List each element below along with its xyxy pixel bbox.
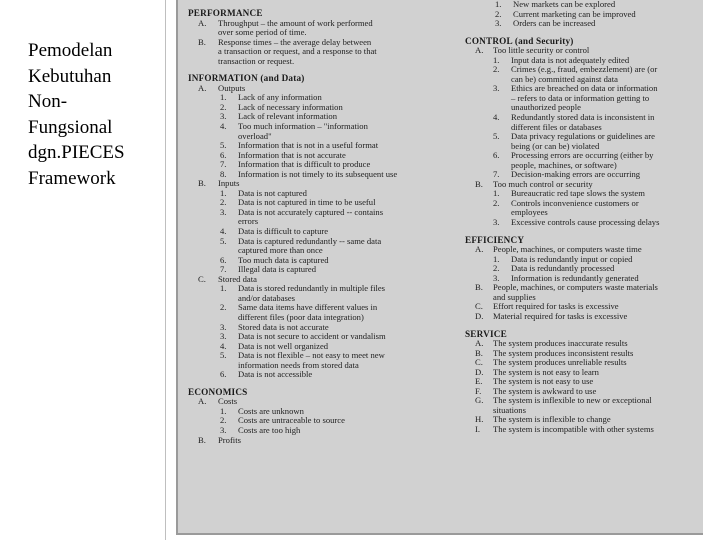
- item-label: 3.: [220, 111, 227, 122]
- item-label: 4.: [220, 226, 227, 237]
- list-item: [465, 283, 700, 302]
- item-text-line: Lack of any information: [238, 92, 322, 103]
- item-label: E.: [475, 376, 483, 387]
- slide-title-line: Framework: [28, 167, 116, 189]
- item-text-line: Data is captured redundantly -- same data: [238, 235, 382, 246]
- item-text-line: People, machines, or computers waste materials: [493, 282, 658, 293]
- item-text-line: Orders can be increased: [513, 18, 596, 29]
- item-text: [238, 237, 450, 256]
- list-item: [465, 312, 700, 322]
- list-item: [465, 396, 700, 415]
- item-label: 2.: [220, 415, 227, 426]
- section-heading: INFORMATION (and Data): [188, 73, 305, 84]
- list-item: [188, 303, 450, 322]
- item-label: 1.: [220, 405, 227, 416]
- item-text-line: The system is not easy to use: [493, 376, 594, 387]
- item-text-line: information needs from stored data: [238, 359, 359, 370]
- item-text-line: Decision-making errors are occurring: [511, 169, 641, 180]
- list-item: [465, 65, 700, 84]
- item-text-line: can be) committed against data: [511, 73, 618, 84]
- item-text-line: Data privacy regulations or guidelines are: [511, 131, 655, 142]
- item-label: B.: [198, 178, 206, 189]
- slide-divider: [165, 0, 166, 540]
- item-label: 2.: [493, 64, 500, 75]
- item-text-line: The system is awkward to use: [493, 385, 597, 396]
- item-label: 3.: [493, 83, 500, 94]
- item-text-line: Information that is difficult to produce: [238, 159, 371, 170]
- item-label: 7.: [220, 264, 227, 275]
- item-text-line: Same data items have different values in: [238, 302, 378, 313]
- item-text-line: Ethics are breached on data or information: [511, 83, 658, 94]
- item-text-line: Too much data is captured: [238, 254, 329, 265]
- item-text-line: captured more than once: [238, 245, 323, 256]
- item-text: [238, 426, 450, 436]
- item-label: H.: [475, 414, 484, 425]
- item-text-line: Throughput – the amount of work performed: [218, 17, 373, 28]
- item-label: I.: [475, 423, 481, 434]
- item-label: 3.: [220, 321, 227, 332]
- item-text: [511, 199, 700, 218]
- item-text: [493, 425, 700, 435]
- item-label: C.: [475, 301, 483, 312]
- item-label: C.: [198, 273, 206, 284]
- item-text: [238, 284, 450, 303]
- item-label: B.: [475, 178, 483, 189]
- item-label: D.: [475, 310, 484, 321]
- item-text-line: Material required for tasks is excessive: [493, 310, 628, 321]
- list-item: [188, 351, 450, 370]
- item-text-line: Redundantly stored data is inconsistent in: [511, 112, 655, 123]
- item-text-line: Inputs: [218, 178, 240, 189]
- slide-title-line: Non-: [28, 91, 68, 112]
- item-text: [238, 265, 450, 275]
- item-label: 4.: [220, 121, 227, 132]
- item-label: B.: [475, 282, 483, 293]
- item-text-line: different files or databases: [511, 121, 602, 132]
- item-label: 4.: [493, 112, 500, 123]
- item-text-line: Crimes (e.g., fraud, embezzlement) are (or: [511, 64, 658, 75]
- list-item: [465, 199, 700, 218]
- item-text-line: The system produces inaccurate results: [493, 338, 628, 349]
- item-text: [218, 19, 450, 38]
- item-text-line: Data is not accessible: [238, 369, 313, 380]
- item-text-line: Data is stored redundantly in multiple files: [238, 283, 386, 294]
- item-label: 2.: [495, 8, 502, 19]
- item-label: 3.: [220, 331, 227, 342]
- item-text: [238, 370, 450, 380]
- item-text-line: Input data is not adequately edited: [511, 54, 630, 65]
- item-text-line: Information that is not accurate: [238, 149, 346, 160]
- list-item: [465, 84, 700, 113]
- item-label: 3.: [493, 217, 500, 228]
- item-text-line: Lack of relevant information: [238, 111, 338, 122]
- item-label: F.: [475, 385, 482, 396]
- item-text-line: Data is not accurately captured -- contains: [238, 206, 384, 217]
- item-text-line: Effort required for tasks is excessive: [493, 301, 619, 312]
- item-text-line: Response times – the average delay between: [218, 36, 372, 47]
- item-text-line: Data is not well organized: [238, 340, 329, 351]
- right-column: [465, 0, 700, 435]
- item-label: B.: [198, 36, 206, 47]
- item-label: A.: [475, 244, 484, 255]
- item-text-line: Data is not flexible – not easy to meet new: [238, 350, 385, 361]
- slide-title: [28, 38, 163, 191]
- item-text: [511, 113, 700, 132]
- list-item: [188, 256, 450, 266]
- item-label: 1.: [493, 253, 500, 264]
- item-text-line: The system produces unreliable results: [493, 357, 627, 368]
- item-label: 6.: [220, 369, 227, 380]
- item-text: [238, 303, 450, 322]
- item-text-line: Data is redundantly processed: [511, 263, 615, 274]
- item-text-line: Costs: [218, 396, 238, 407]
- item-text-line: New markets can be explored: [513, 0, 616, 9]
- list-item: [465, 151, 700, 170]
- item-text-line: Too much information – "information: [238, 121, 368, 132]
- item-text-line: different files (poor data integration): [238, 311, 364, 322]
- item-text-line: The system is inflexible to new or exceptional: [493, 395, 652, 406]
- item-text-line: and supplies: [493, 291, 536, 302]
- list-item: [188, 38, 450, 67]
- item-text-line: Data is redundantly input or copied: [511, 253, 633, 264]
- item-text-line: employees: [511, 207, 548, 218]
- item-text-line: Data is not secure to accident or vandalism: [238, 331, 386, 342]
- item-text-line: Costs are unknown: [238, 405, 304, 416]
- item-label: 5.: [220, 235, 227, 246]
- list-item: [188, 208, 450, 227]
- item-text-line: Costs are too high: [238, 424, 301, 435]
- item-text: [511, 65, 700, 84]
- list-item: [465, 218, 700, 228]
- item-label: A.: [198, 17, 207, 28]
- list-item: [188, 179, 450, 189]
- item-text-line: – refers to data or information getting to: [511, 92, 650, 103]
- item-text-line: Costs are untraceable to source: [238, 415, 345, 426]
- item-label: B.: [475, 347, 483, 358]
- item-text-line: people, machines, or software): [511, 159, 617, 170]
- item-text: [218, 436, 450, 446]
- list-item: [465, 19, 700, 29]
- item-text-line: being (or can be) violated: [511, 140, 600, 151]
- list-item: [188, 19, 450, 38]
- list-item: [188, 397, 450, 407]
- item-label: 6.: [220, 254, 227, 265]
- item-text-line: Lack of necessary information: [238, 101, 343, 112]
- item-text-line: over some period of time.: [218, 27, 307, 38]
- item-text: [511, 84, 700, 113]
- slide-title-line: Kebutuhan: [28, 65, 112, 87]
- item-text: [493, 396, 700, 415]
- item-text-line: Stored data: [218, 273, 257, 284]
- item-text-line: Processing errors are occurring (either by: [511, 150, 654, 161]
- item-text-line: The system produces inconsistent results: [493, 347, 634, 358]
- item-label: 5.: [493, 131, 500, 142]
- item-label: A.: [475, 338, 484, 349]
- item-label: 5.: [220, 140, 227, 151]
- item-text-line: Too much control or security: [493, 178, 593, 189]
- item-text: [238, 351, 450, 370]
- section-heading: ECONOMICS: [188, 386, 248, 397]
- item-label: 1.: [493, 188, 500, 199]
- item-label: 6.: [493, 150, 500, 161]
- item-label: D.: [475, 366, 484, 377]
- item-text: [493, 283, 700, 302]
- item-text: [238, 208, 450, 227]
- slide-title-line: dgn.PIECES: [28, 142, 125, 163]
- item-label: A.: [475, 45, 484, 56]
- item-text-line: unauthorized people: [511, 102, 581, 113]
- item-text-line: The system is inflexible to change: [493, 414, 611, 425]
- item-text-line: Outputs: [218, 82, 246, 93]
- list-item: [188, 416, 450, 426]
- item-text: [511, 218, 700, 228]
- item-text-line: a transaction or request, and a response to that: [218, 46, 377, 57]
- item-text-line: Current marketing can be improved: [513, 8, 636, 19]
- section-heading: PERFORMANCE: [188, 8, 263, 18]
- item-text-line: Controls inconvenience customers or: [511, 197, 639, 208]
- list-item: [188, 284, 450, 303]
- section-heading: CONTROL (and Security): [465, 35, 574, 46]
- item-text-line: People, machines, or computers waste time: [493, 244, 642, 255]
- item-text: [511, 151, 700, 170]
- item-text-line: The system is not easy to learn: [493, 366, 599, 377]
- item-label: 2.: [493, 263, 500, 274]
- item-text-line: overload": [238, 130, 272, 141]
- item-label: 3.: [220, 424, 227, 435]
- item-text: [493, 312, 700, 322]
- item-text-line: Information is not timely to its subsequent use: [238, 168, 398, 179]
- list-item: [465, 132, 700, 151]
- list-item: [465, 425, 700, 435]
- item-label: 3.: [220, 206, 227, 217]
- item-label: 3.: [495, 18, 502, 29]
- slide-title-line: Pemodelan: [28, 40, 113, 61]
- item-text: [238, 122, 450, 141]
- item-text-line: and/or databases: [238, 292, 296, 303]
- slide-title-line: Fungsional: [28, 116, 113, 138]
- item-text: [238, 170, 450, 180]
- item-label: 6.: [220, 149, 227, 160]
- item-text-line: Data is not captured in time to be useful: [238, 197, 376, 208]
- item-label: 2.: [220, 197, 227, 208]
- item-text-line: Illegal data is captured: [238, 264, 317, 275]
- item-text-line: Information that is not in a useful format: [238, 140, 379, 151]
- item-text-line: transaction or request.: [218, 55, 295, 66]
- item-label: 1.: [220, 187, 227, 198]
- pieces-framework-scan: [176, 0, 703, 535]
- item-text: [511, 132, 700, 151]
- item-label: 5.: [220, 350, 227, 361]
- item-text-line: Too little security or control: [493, 45, 590, 56]
- item-label: G.: [475, 395, 484, 406]
- section-heading: SERVICE: [465, 328, 507, 339]
- item-text-line: Bureaucratic red tape slows the system: [511, 188, 645, 199]
- item-label: 7.: [493, 169, 500, 180]
- item-label: 3.: [493, 272, 500, 283]
- item-text: [218, 38, 450, 67]
- item-label: 8.: [220, 168, 227, 179]
- list-item: [188, 370, 450, 380]
- item-label: A.: [198, 82, 207, 93]
- item-label: 2.: [220, 302, 227, 313]
- item-label: 1.: [493, 54, 500, 65]
- item-label: B.: [198, 434, 206, 445]
- left-column: [188, 9, 450, 445]
- list-item: [465, 113, 700, 132]
- item-label: 1.: [495, 0, 502, 9]
- list-item: [188, 122, 450, 141]
- item-text-line: Data is not captured: [238, 187, 307, 198]
- item-text-line: Data is difficult to capture: [238, 226, 329, 237]
- item-label: 1.: [220, 283, 227, 294]
- item-text-line: Profits: [218, 434, 241, 445]
- item-text-line: The system is incompatible with other systems: [493, 423, 654, 434]
- item-text-line: errors: [238, 216, 259, 227]
- section-heading: EFFICIENCY: [465, 234, 525, 245]
- item-label: 2.: [220, 101, 227, 112]
- item-text-line: Excessive controls cause processing delays: [511, 217, 660, 228]
- item-text-line: Information is redundantly generated: [511, 272, 639, 283]
- list-item: [188, 436, 450, 446]
- item-text-line: situations: [493, 404, 526, 415]
- list-item: [188, 237, 450, 256]
- item-label: C.: [475, 357, 483, 368]
- item-label: 4.: [220, 340, 227, 351]
- item-label: 2.: [493, 197, 500, 208]
- item-label: A.: [198, 396, 207, 407]
- item-text-line: Stored data is not accurate: [238, 321, 329, 332]
- item-label: 1.: [220, 92, 227, 103]
- item-text: [513, 19, 700, 29]
- item-label: 7.: [220, 159, 227, 170]
